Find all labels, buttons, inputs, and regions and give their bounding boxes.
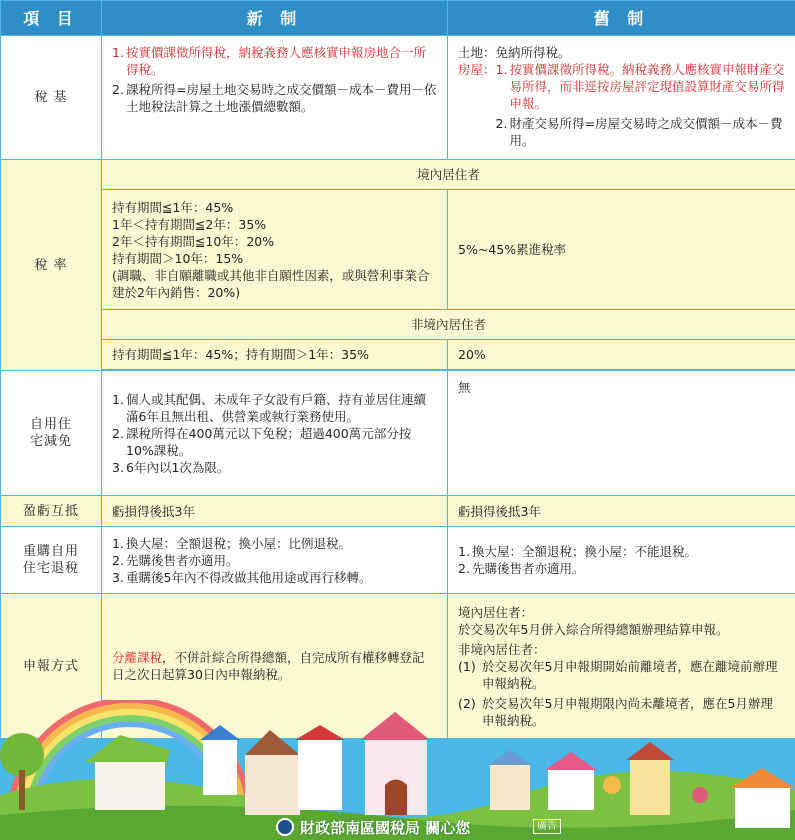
list-item: 2. 先購後售者亦適用。 [458, 561, 585, 576]
list-item: 1. 按實價課徵所得稅，納稅義務人應核實申報房地合一所得稅。 [112, 45, 427, 77]
filing-new-text: ，不併計綜合所得總額，自完成所有權移轉登記日之次日起算30日內申報納稅。 [112, 650, 425, 682]
resident-old-rate: 5%~45%累進稅率 [448, 190, 795, 310]
table-header-row [1, 1, 795, 36]
row-repurchase [1, 527, 795, 594]
tree [603, 776, 621, 794]
row-label-tax-rate: 稅 率 [1, 160, 102, 371]
house-small [488, 750, 532, 810]
list-item: 3. 6年內以1次為限。 [112, 459, 230, 475]
house-striped [545, 752, 597, 810]
row-label-tax-base: 稅 基 [1, 36, 102, 160]
house-green [85, 735, 170, 810]
house-pink [360, 712, 430, 815]
old-house-label: 房屋： [458, 62, 496, 77]
loss-offset-new: 虧損得後抵3年 [102, 496, 448, 527]
nonresident-new-rate: 持有期間≦1年：45%；持有期間＞1年：35% [102, 340, 448, 370]
agency-footer [276, 817, 470, 837]
old-house-block [458, 61, 785, 149]
row-tax-base [1, 36, 795, 160]
list-item: 1. 換大屋：全額退稅；換小屋：比例退稅。 [112, 535, 352, 551]
rate-line: 2年＜持有期間≦10年：20% [112, 233, 275, 249]
agency-name: 財政部南區國稅局 關心您 [300, 818, 471, 837]
resident-text: 於交易次年5月併入綜合所得總額辦理結算申報。 [458, 621, 729, 637]
tree [692, 787, 708, 803]
row-label-loss-offset: 盈虧互抵 [1, 496, 102, 527]
nonresident-old-rate: 20% [448, 340, 795, 370]
list-item: 3. 重購後5年內不得改做其他用途或再行移轉。 [112, 569, 372, 585]
rate-line: 持有期間≦1年：45% [112, 199, 234, 215]
header-old-system: 舊 制 [448, 1, 795, 36]
row-self-use [1, 371, 795, 496]
row-tax-rate-resident [1, 190, 795, 310]
resident-header: 境內居住者 [102, 160, 795, 190]
list-item: (1) 於交易次年5月申報期開始前離境者，應在離境前辦理申報納稅。 [458, 658, 778, 691]
list-item: 1. 個人或其配偶、未成年子女設有戶籍、持有並居住連續滿6年且無出租、供營業或執行業務使用。 [112, 391, 427, 424]
resident-new-rates [102, 190, 448, 310]
row-label-filing: 申報方式 [1, 594, 102, 739]
list-item: 2. 財產交易所得=房屋交易時之成交價額－成本－費用。 [495, 116, 783, 148]
row-label-self-use: 自用住宅減免 [1, 371, 102, 496]
separate-taxation: 分離課稅 [112, 650, 163, 665]
repurchase-new [102, 527, 448, 594]
list-item: (2) 於交易次年5月申報期限內尚未離境者，應在5月辦理申報納稅。 [458, 695, 773, 728]
loss-offset-old: 虧損得後抵3年 [448, 496, 795, 527]
row-label-repurchase: 重購自用住宅退稅 [1, 527, 102, 594]
header-item: 項 目 [1, 1, 102, 36]
list-item: 1. 換大屋：全額退稅；換小屋：不能退稅。 [458, 544, 698, 559]
house-yellow [626, 742, 674, 815]
repurchase-old [448, 527, 795, 594]
self-use-new [102, 371, 448, 496]
tax-base-new [102, 36, 448, 160]
ad-badge: 廣告 [533, 819, 561, 834]
rate-line: 持有期間＞10年：15% [112, 250, 244, 266]
row-loss-offset [1, 496, 795, 527]
list-item: 1. 按實價課徵所得稅。納稅義務人應核實申報財產交易所得，而非逕按房屋評定現值設算財產交易所得申報。 [495, 62, 785, 111]
row-tax-rate-nonresident-header [1, 310, 795, 340]
resident-title: 境內居住者： [458, 604, 534, 620]
rate-line: 1年＜持有期間≦2年：35% [112, 216, 267, 232]
row-tax-rate-nonresident [1, 340, 795, 370]
house-orange [730, 768, 795, 828]
nonresident-header: 非境內居住者 [102, 310, 795, 340]
list-item: 2. 先購後售者亦適用。 [112, 552, 239, 568]
old-land-text: 土地：免納所得稅。 [458, 45, 571, 60]
house-brown [245, 730, 300, 815]
rate-line: (調職、非自願離職或其他非自願性因素，或與營利事業合建於2年內銷售：20%) [112, 267, 430, 300]
list-item: 2. 課稅所得=房屋土地交易時之成交價額－成本－費用－依土地稅法計算之土地漲價總數額。 [112, 82, 437, 114]
header-new-system: 新 制 [102, 1, 448, 36]
house-blue [200, 725, 240, 795]
list-item: 2. 課稅所得在400萬元以下免稅；超過400萬元部分按10%課稅。 [112, 425, 412, 458]
house-red-roof [295, 725, 345, 810]
nonresident-title: 非境內居住者： [458, 641, 546, 657]
agency-logo-icon [276, 818, 294, 836]
self-use-old: 無 [448, 371, 795, 496]
row-tax-rate-header [1, 160, 795, 190]
tax-base-old [448, 36, 795, 160]
